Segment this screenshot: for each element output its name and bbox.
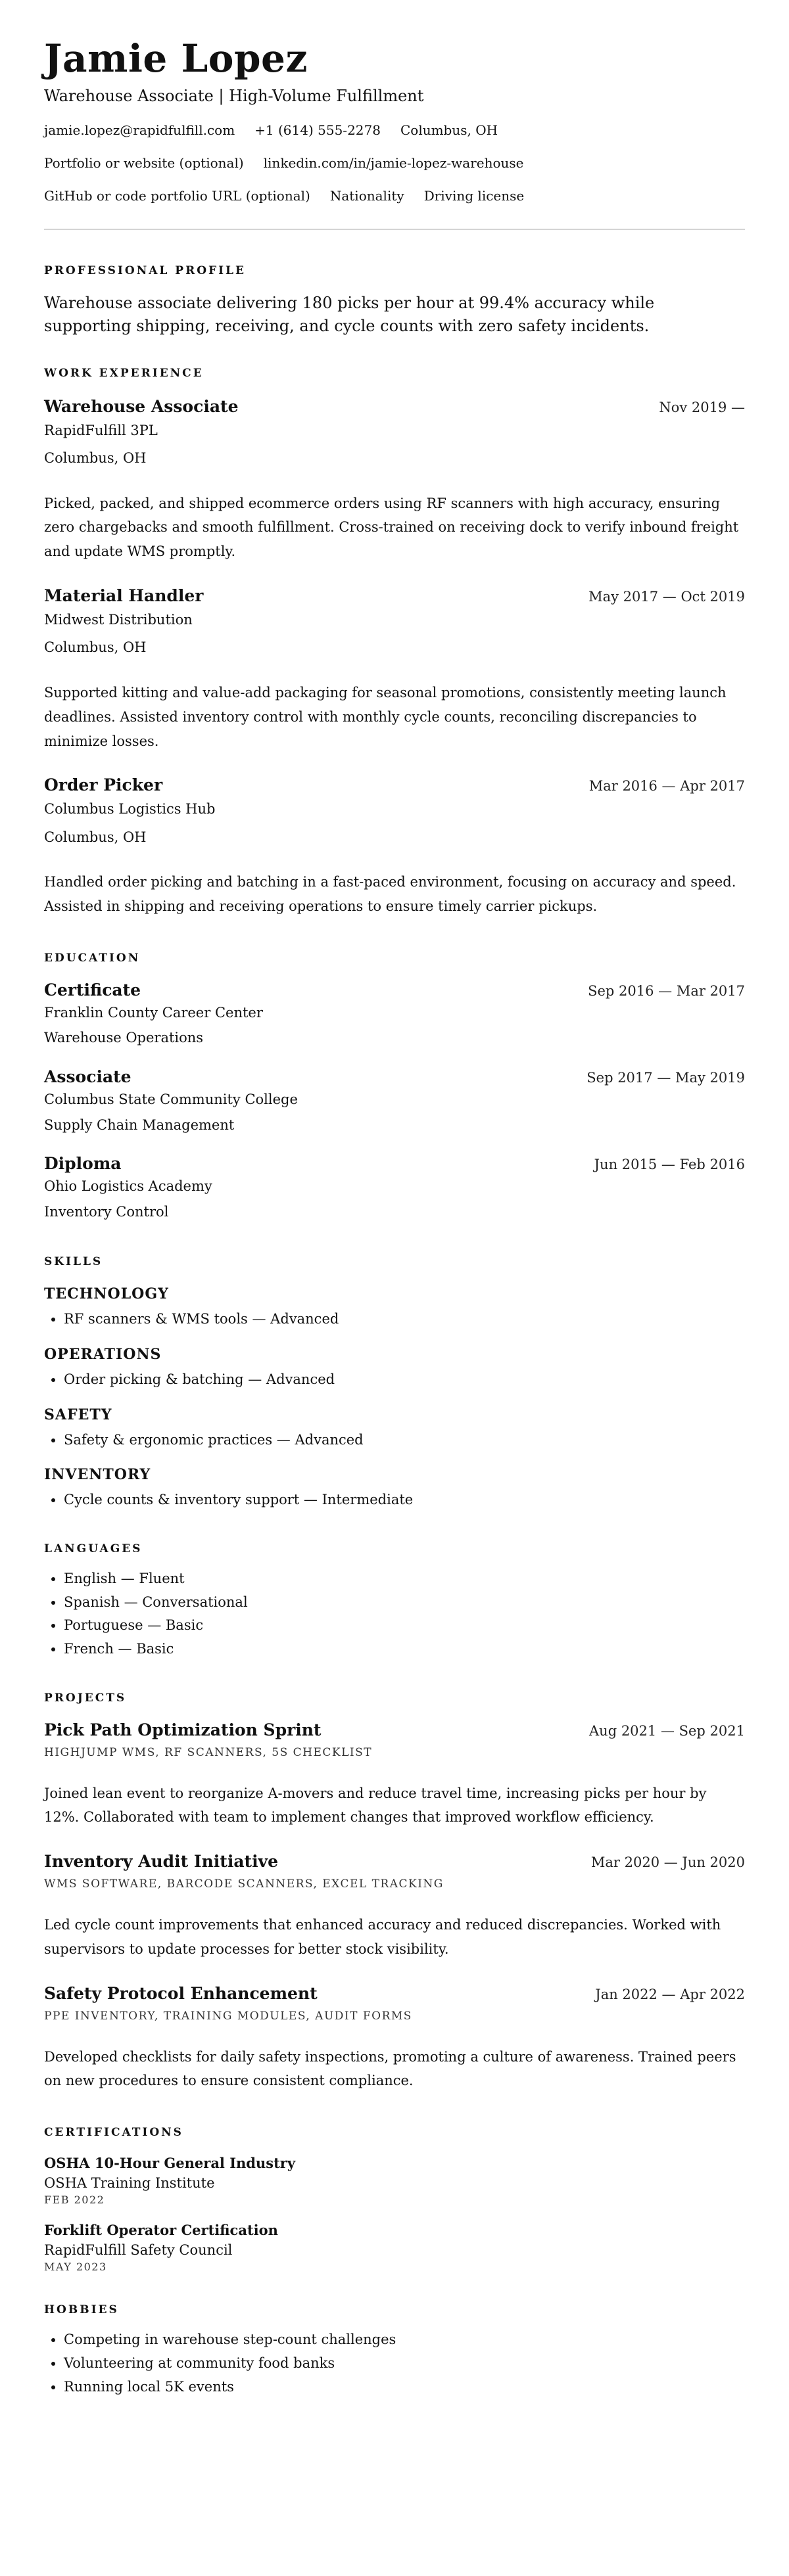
candidate-headline: Warehouse Associate | High-Volume Fulfillment: [44, 87, 424, 105]
hobby-item: • Volunteering at community food banks: [64, 2352, 745, 2376]
education-section: [44, 952, 745, 1222]
job-company: Columbus Logistics Hub: [44, 801, 216, 817]
education-degree: Associate: [44, 1067, 132, 1086]
certification-issuer: RapidFulfill Safety Council: [44, 2242, 233, 2259]
education-entry: [44, 1154, 745, 1222]
project-entry: [44, 1720, 745, 1830]
education-school: Ohio Logistics Academy: [44, 1178, 212, 1195]
hobby-item: • Competing in warehouse step-count challenges: [64, 2328, 745, 2352]
language-item: • Portuguese — Basic: [64, 1614, 745, 1638]
certification-issuer: OSHA Training Institute: [44, 2175, 215, 2192]
education-school: Columbus State Community College: [44, 1091, 298, 1107]
project-description: Led cycle count improvements that enhanced accuracy and reduced discrepancies. Worked with supervisors to update processes for better stock visibility.: [44, 1917, 721, 1957]
job-entry: [44, 397, 745, 564]
education-degree: Diploma: [44, 1154, 122, 1174]
profile-section: [44, 264, 745, 338]
skill-item: • Order picking & batching — Advanced: [64, 1368, 745, 1392]
job-description: Picked, packed, and shipped ecommerce orders using RF scanners with high accuracy, ensuring zero chargebacks and smooth fulfillment. Cross-trained on receiving dock to verify inbound freight and update WMS promptly.: [44, 495, 739, 560]
job-entry: [44, 775, 745, 919]
contact-row: [44, 155, 745, 171]
project-description: Developed checklists for daily safety inspections, promoting a culture of awareness. Trained peers on new procedures to ensure consistent compliance.: [44, 2048, 736, 2089]
skill-group: [44, 1285, 745, 1331]
education-dates: Sep 2016 — Mar 2017: [588, 982, 745, 999]
skill-group: [44, 1466, 745, 1512]
project-dates: Jan 2022 — Apr 2022: [595, 1986, 745, 2002]
education-degree: Certificate: [44, 980, 141, 1000]
education-entry: [44, 1067, 745, 1136]
job-title: Warehouse Associate: [44, 396, 239, 416]
project-tags: PPE INVENTORY, TRAINING MODULES, AUDIT FORMS: [44, 2009, 412, 2023]
project-dates: Aug 2021 — Sep 2021: [589, 1722, 745, 1739]
certification-name: Forklift Operator Certification: [44, 2222, 278, 2239]
contact-portfolio: Portfolio or website (optional): [44, 155, 244, 171]
certification-date: FEB 2022: [44, 2194, 105, 2207]
contact-email[interactable]: jamie.lopez@rapidfulfill.com: [44, 122, 235, 138]
job-entry: [44, 586, 745, 753]
project-entry: [44, 1984, 745, 2094]
skills-section: [44, 1255, 745, 1512]
experience-section: [44, 367, 745, 919]
contact-nationality: Nationality: [329, 188, 404, 204]
section-title: HOBBIES: [44, 2303, 119, 2317]
project-name: Inventory Audit Initiative: [44, 1852, 278, 1872]
education-field: Warehouse Operations: [44, 1030, 204, 1046]
education-entry: [44, 980, 745, 1049]
language-item: • Spanish — Conversational: [64, 1591, 745, 1615]
hobby-item: • Running local 5K events: [64, 2376, 745, 2399]
project-dates: Mar 2020 — Jun 2020: [590, 1854, 745, 1871]
skill-item: • RF scanners & WMS tools — Advanced: [64, 1308, 745, 1331]
job-company: Midwest Distribution: [44, 611, 193, 628]
header-divider: [44, 229, 745, 230]
project-name: Safety Protocol Enhancement: [44, 1983, 318, 2003]
projects-section: [44, 1691, 745, 2094]
section-title: SKILLS: [44, 1255, 103, 1269]
section-title: WORK EXPERIENCE: [44, 366, 204, 380]
skill-category: INVENTORY: [44, 1466, 151, 1484]
skill-item: • Safety & ergonomic practices — Advanced: [64, 1429, 745, 1452]
skill-category: OPERATIONS: [44, 1345, 162, 1363]
job-dates: May 2017 — Oct 2019: [588, 588, 745, 605]
certification-date: MAY 2023: [44, 2261, 107, 2274]
education-dates: Jun 2015 — Feb 2016: [594, 1157, 745, 1173]
contact-license: Driving license: [423, 188, 525, 204]
project-name: Pick Path Optimization Sprint: [44, 1720, 322, 1739]
job-description: Supported kitting and value-add packaging for seasonal promotions, consistently meeting launch deadlines. Assisted inventory control with monthly cycle counts, reconciling discrepancies to minimize losses.: [44, 685, 727, 749]
education-field: Supply Chain Management: [44, 1116, 235, 1133]
section-title: LANGUAGES: [44, 1542, 143, 1555]
job-description: Handled order picking and batching in a fast-paced environment, focusing on accuracy and speed. Assisted in shipping and receiving operations to ensure timely carrier pickups.: [44, 874, 736, 915]
job-dates: Nov 2019 —: [659, 399, 745, 415]
contact-linkedin[interactable]: linkedin.com/in/jamie-lopez-warehouse: [263, 155, 524, 171]
project-tags: WMS SOFTWARE, BARCODE SCANNERS, EXCEL TRACKING: [44, 1877, 444, 1891]
contact-row: [44, 122, 745, 138]
section-title: PROFESSIONAL PROFILE: [44, 264, 246, 277]
candidate-name: Jamie Lopez: [44, 36, 308, 81]
skill-group: [44, 1406, 745, 1452]
job-location: Columbus, OH: [44, 450, 147, 467]
hobbies-section: [44, 2303, 745, 2399]
certification-name: OSHA 10-Hour General Industry: [44, 2155, 296, 2172]
language-item: • French — Basic: [64, 1638, 745, 1661]
language-item: • English — Fluent: [64, 1567, 745, 1591]
job-location: Columbus, OH: [44, 639, 147, 656]
job-title: Material Handler: [44, 586, 204, 605]
education-school: Franklin County Career Center: [44, 1004, 263, 1021]
job-company: RapidFulfill 3PL: [44, 422, 158, 438]
job-location: Columbus, OH: [44, 829, 147, 845]
contact-row: [44, 188, 745, 204]
contact-github: GitHub or code portfolio URL (optional): [44, 188, 310, 204]
certification-entry: [44, 2155, 745, 2206]
education-field: Inventory Control: [44, 1203, 169, 1220]
certification-entry: [44, 2222, 745, 2273]
section-title: PROJECTS: [44, 1691, 127, 1705]
skill-category: SAFETY: [44, 1406, 112, 1423]
skill-item: • Cycle counts & inventory support — Intermediate: [64, 1488, 745, 1512]
project-description: Joined lean event to reorganize A-movers and reduce travel time, increasing picks per hour by 12%. Collaborated with team to implement changes that improved workflow efficiency.: [44, 1785, 707, 1826]
education-dates: Sep 2017 — May 2019: [586, 1069, 745, 1086]
certifications-section: [44, 2126, 745, 2273]
job-dates: Mar 2016 — Apr 2017: [588, 778, 745, 794]
contact-location: Columbus, OH: [400, 122, 498, 138]
job-title: Order Picker: [44, 775, 163, 795]
project-tags: HIGHJUMP WMS, RF SCANNERS, 5S CHECKLIST: [44, 1745, 373, 1759]
contact-phone: +1 (614) 555-2278: [254, 122, 381, 138]
section-title: EDUCATION: [44, 951, 141, 965]
languages-section: [44, 1542, 745, 1661]
project-entry: [44, 1852, 745, 1962]
section-title: CERTIFICATIONS: [44, 2126, 183, 2140]
skill-category: TECHNOLOGY: [44, 1285, 169, 1303]
skill-group: [44, 1346, 745, 1392]
profile-summary: Warehouse associate delivering 180 picks per hour at 99.4% accuracy while supporting shipping, receiving, and cycle counts with zero safety incidents.: [44, 294, 655, 335]
